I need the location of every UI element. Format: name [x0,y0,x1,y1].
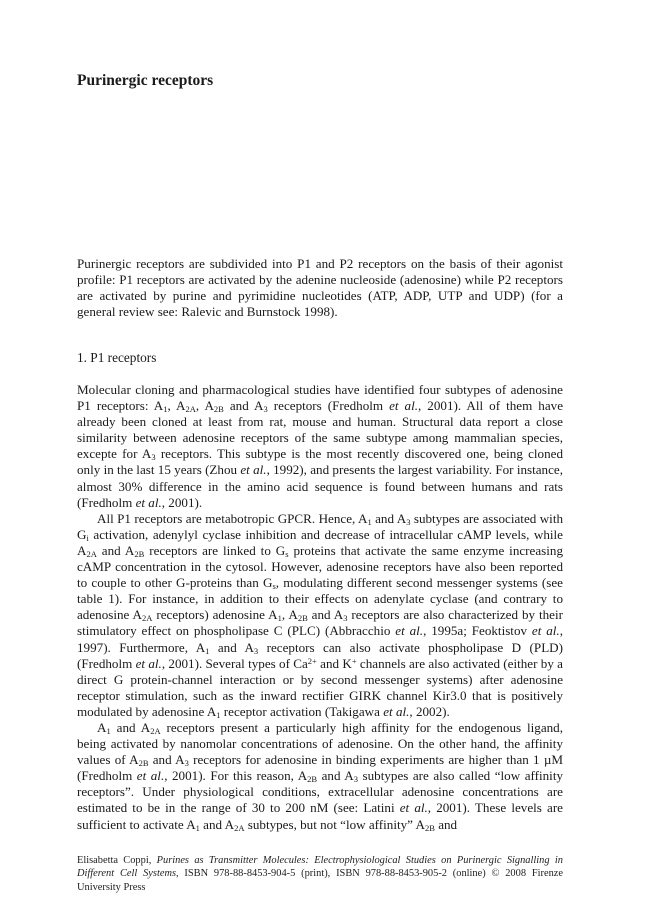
intro-paragraph-block [77,256,563,320]
chapter-title: Purinergic receptors [77,72,214,89]
body-paragraph: $A_1$ and $A_{2A}$ receptors present a particularly high affinity for the endogenous ligand, being activated by nanomolar concentrations of adenosine. On the other hand, the affinity values of $A_{2B}$ and $A_3$ receptors for adenosine in binding experiments are higher than 1 µM (Fredholm et al., 2001). For this reason, $A_{2B}$ and $A_3$ subtypes are also called “low affinity receptors”. Under physiological conditions, extracellular adenosine concentrations are estimated to be in the range of 30 to 200 nM (see: Latini et al., 2001). These levels are sufficient to activate $A_1$ and $A_{2A}$ subtypes, but not “low affinity” $A_{2B}$ and [77,719,564,833]
section-body [77,382,563,833]
body-paragraph: Molecular cloning and pharmacological studies have identified four subtypes of adenosine P1 receptors: $A_1$, $A_{2A}$, $A_{2B}$ and $A_3$ receptors (Fredholm et al., 2001). All of them have already been cloned at least from rat, mouse and human. Structural data report a close similarity between adenosine receptors of the same subtype among mammalian species, excepte for $A_3$ receptors. This subtype is the most recently discovered one, being cloned only in the last 15 years (Zhou et al., 1992), and presents the largest variability. For instance, almost 30% difference in the amino acid sequence is found between humans and rats (Fredholm et al., 2001). [77,382,564,510]
intro-paragraph: Purinergic receptors are subdivided into P1 and P2 receptors on the basis of their agonist profile: P1 receptors are activated by the adenine nucleoside (adenosine) while P2 receptors are activated by purine and pyrimidine nucleotides (ATP, ADP, UTP and UDP) (for a general review see: Ralevic and Burnstock 1998). [77,256,563,320]
body-paragraph: All P1 receptors are metabotropic GPCR. Hence, $A_1$ and $A_3$ subtypes are associated with $G_i$ activation, adenylyl cyclase inhibition and decrease of intracellular cAMP levels, while $A_{2A}$ and $A_{2B}$ receptors are linked to $G_s$ proteins that activate the same enzyme increasing cAMP concentration in the cytosol. However, adenosine receptors have also been reported to couple to other G-proteins than $G_s$, modulating different second messenger systems (see table 1). For instance, in addition to their effects on adenylate cyclase (and contrary to adenosine $A_{2A}$ receptors) adenosine $A_1$, $A_{2B}$ and $A_3$ receptors are also characterized by their stimulatory effect on phospholipase C (PLC) (Abbracchio et al., 1995a; Feoktistov et al., 1997). Furthermore, $A_1$ and $A_3$ receptors can also activate phospholipase D (PLD) (Fredholm et al., 2001). Several types of $Ca^{2+}$ and K+ channels are also activated (either by a direct G protein-channel interaction or by second messenger systems) after adenosine receptor stimulation, such as the inward rectifier GIRK channel Kir3.0 that is positively modulated by adenosine $A_1$ receptor activation (Takigawa et al., 2002). [77,510,564,720]
section-heading: 1. P1 receptors [77,350,157,365]
citation-footer: Elisabetta Coppi, Purines as Transmitter Molecules: Electrophysiological Studies on Purinergic Signalling in Different Cell Systems, ISBN 978-88-8453-904-5 (print), ISBN 978-88-8453-905-2 (online) © 2008 Firenze University Press [77,855,563,893]
